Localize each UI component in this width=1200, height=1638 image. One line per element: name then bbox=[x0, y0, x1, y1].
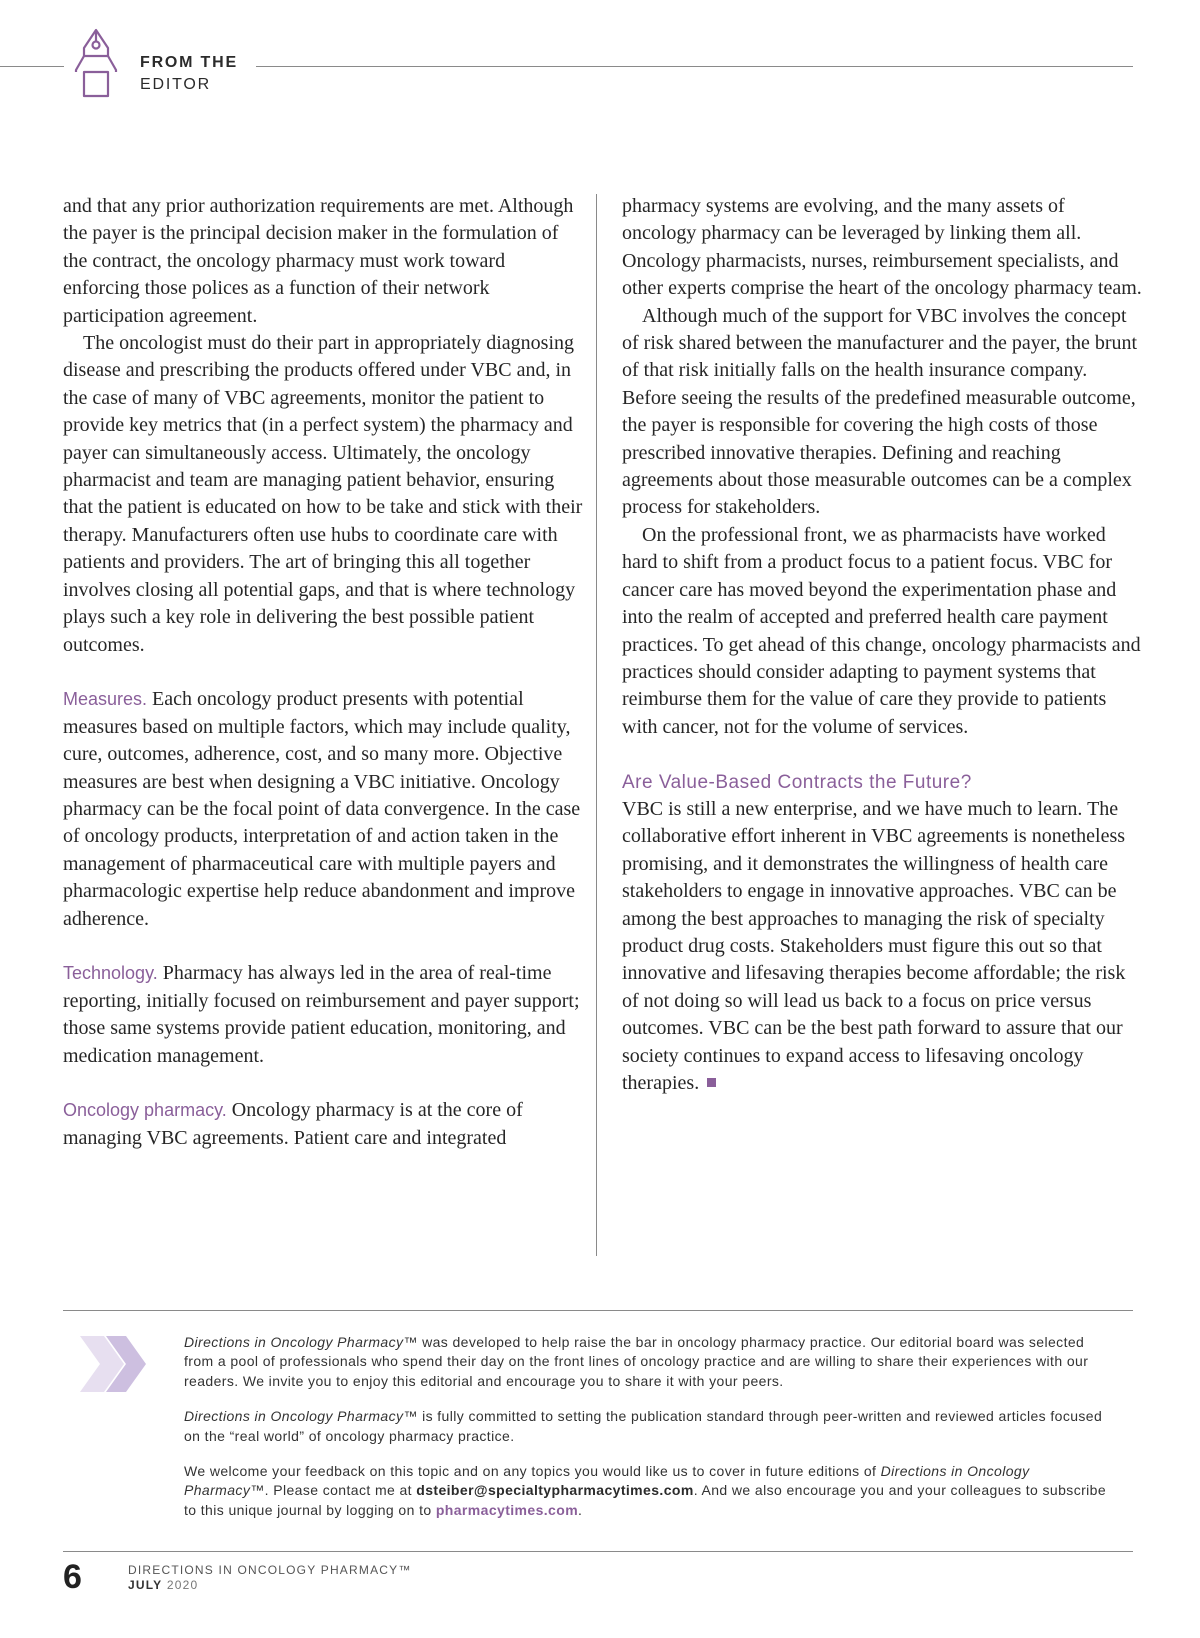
article-column-right bbox=[622, 193, 1142, 1097]
paragraph-conclusion bbox=[622, 796, 1142, 1097]
paragraph-text: Pharmacy has always led in the area of real-time reporting, initially focused on reimbursement and payer support; those same systems provide patient education, monitoring, and medication management. bbox=[63, 962, 580, 1067]
note-paragraph bbox=[184, 1462, 1114, 1520]
paragraph-measures bbox=[63, 686, 583, 933]
note-text: . bbox=[578, 1501, 583, 1518]
website-link[interactable]: pharmacytimes.com bbox=[435, 1501, 579, 1518]
paragraph-text: VBC is still a new enterprise, and we have much to learn. The collaborative effort inherent in VBC agreements is nonetheless promising, and it demonstrates the willingness of health care stakeholders to engage in innovative approaches. VBC can be among the best approaches to managing the risk of specialty product drug costs. Stakeholders must figure this out so that innovative and lifesaving therapies become affordable; the risk of not doing so will lead us back to a focus on price versus outcomes. VBC can be the best path forward to assure that our society continues to expand access to lifesaving oncology therapies. bbox=[622, 797, 1126, 1094]
article-column-left bbox=[63, 193, 583, 1152]
journal-title: Directions in Oncology Pharmacy bbox=[184, 1463, 1030, 1499]
paragraph: Although much of the support for VBC involves the concept of risk shared between the manufacturer and the payer, the brunt of that risk initially falls on the health insurance company. Before seeing the results of the predefined measurable outcome, the payer is responsible for covering the high costs of those prescribed innovative therapies. Defining and reaching agreements about those measurable outcomes can be a complex process for stakeholders. bbox=[622, 304, 1138, 519]
note-paragraph bbox=[184, 1407, 1114, 1446]
footer-rule bbox=[63, 1310, 1133, 1311]
fountain-pen-icon bbox=[72, 26, 120, 104]
runin-heading-oncology-pharmacy: Oncology pharmacy. bbox=[63, 1100, 227, 1121]
paragraph-oncology-pharmacy bbox=[63, 1097, 583, 1152]
double-chevron-icon bbox=[80, 1336, 150, 1392]
publication-info bbox=[128, 1563, 412, 1593]
section-label-line1: FROM THE bbox=[140, 54, 238, 71]
trademark: ™ bbox=[403, 1408, 418, 1425]
bottom-rule bbox=[63, 1551, 1133, 1552]
trademark: ™ bbox=[250, 1482, 265, 1499]
runin-heading-measures: Measures. bbox=[63, 689, 148, 710]
paragraph-technology bbox=[63, 960, 583, 1070]
journal-title: Directions in Oncology Pharmacy bbox=[184, 1334, 404, 1350]
column-divider bbox=[596, 194, 597, 1256]
paragraph-text: Each oncology product presents with potential measures based on multiple factors, which may include quality, cure, outcomes, adherence, cost, and so many more. Objective measures are best when designing a VBC initiative. Oncology pharmacy can be the focal point of data convergence. In the case of oncology products, interpretation of and action taken in the management of pharmaceutical care with multiple payers and pharmacologic expertise help reduce abandonment and improve adherence. bbox=[63, 688, 581, 930]
issue-year: 2020 bbox=[166, 1578, 199, 1592]
trademark: ™ bbox=[403, 1334, 418, 1350]
subheading: Are Value-Based Contracts the Future? bbox=[622, 771, 972, 793]
publication-name: DIRECTIONS IN ONCOLOGY PHARMACY™ bbox=[128, 1563, 412, 1577]
note-paragraph bbox=[184, 1333, 1114, 1391]
section-label-line2: EDITOR bbox=[140, 76, 211, 93]
end-of-article-mark bbox=[707, 1078, 716, 1087]
note-text: . Please contact me at bbox=[264, 1482, 417, 1499]
note-text: is fully committed to setting the publication standard through peer-written and reviewed articles focused on the “real world” of oncology pharmacy practice. bbox=[184, 1408, 1103, 1444]
runin-heading-technology: Technology. bbox=[63, 963, 158, 984]
page-number: 6 bbox=[63, 1558, 82, 1596]
paragraph: pharmacy systems are evolving, and the many assets of oncology pharmacy can be leveraged by linking them all. Oncology pharmacists, nurses, reimbursement specialists, and other experts comprise the heart of the oncology pharmacy team. bbox=[622, 195, 1142, 300]
note-text: We welcome your feedback on this topic and on any topics you would like us to cover in future editions of bbox=[184, 1463, 881, 1480]
email-link[interactable]: dsteiber@specialtypharmacytimes.com bbox=[416, 1482, 694, 1499]
header-rule-right bbox=[256, 66, 1133, 67]
section-label bbox=[140, 52, 238, 96]
paragraph: The oncologist must do their part in appropriately diagnosing disease and prescribing the products offered under VBC and, in the case of many of VBC agreements, monitor the patient to provide key metrics that (in a perfect system) the pharmacy and payer can simultaneously access. Ultimately, the oncology pharmacist and team are managing patient behavior, ensuring that the patient is educated on how to be take and stick with their therapy. Manufacturers often use hubs to coordinate care with patients and providers. The art of bringing this all together involves closing all potential gaps, and that is where technology plays such a key role in delivering the best possible patient outcomes. bbox=[63, 332, 583, 656]
header-rule-left bbox=[0, 66, 64, 67]
paragraph-text: Oncology pharmacy is at the core of managing VBC agreements. Patient care and integrated bbox=[63, 1099, 523, 1149]
issue-date bbox=[128, 1578, 412, 1593]
editorial-note bbox=[184, 1333, 1114, 1536]
note-text: . And we also encourage you and your colleagues to subscribe to this unique journal by logging on to bbox=[184, 1482, 1107, 1518]
issue-month: JULY bbox=[128, 1578, 163, 1592]
note-text: was developed to help raise the bar in oncology pharmacy practice. Our editorial board was selected from a pool of professionals who spend their day on the front lines of oncology practice and are willing to share their experiences with our readers. We invite you to enjoy this editorial and encourage you to share it with your peers. bbox=[184, 1334, 1089, 1389]
journal-title: Directions in Oncology Pharmacy bbox=[184, 1408, 404, 1425]
paragraph: and that any prior authorization requirements are met. Although the payer is the principal decision maker in the formulation of the contract, the oncology pharmacy must work toward enforcing those polices as a function of their network participation agreement. bbox=[63, 195, 574, 327]
paragraph: On the professional front, we as pharmacists have worked hard to shift from a product focus to a patient focus. VBC for cancer care has moved beyond the experimentation phase and into the realm of accepted and preferred health care payment practices. To get ahead of this change, oncology pharmacists and practices should consider adapting to payment systems that reimburse them for the value of care they provide to patients with cancer, not for the volume of services. bbox=[622, 523, 1141, 738]
